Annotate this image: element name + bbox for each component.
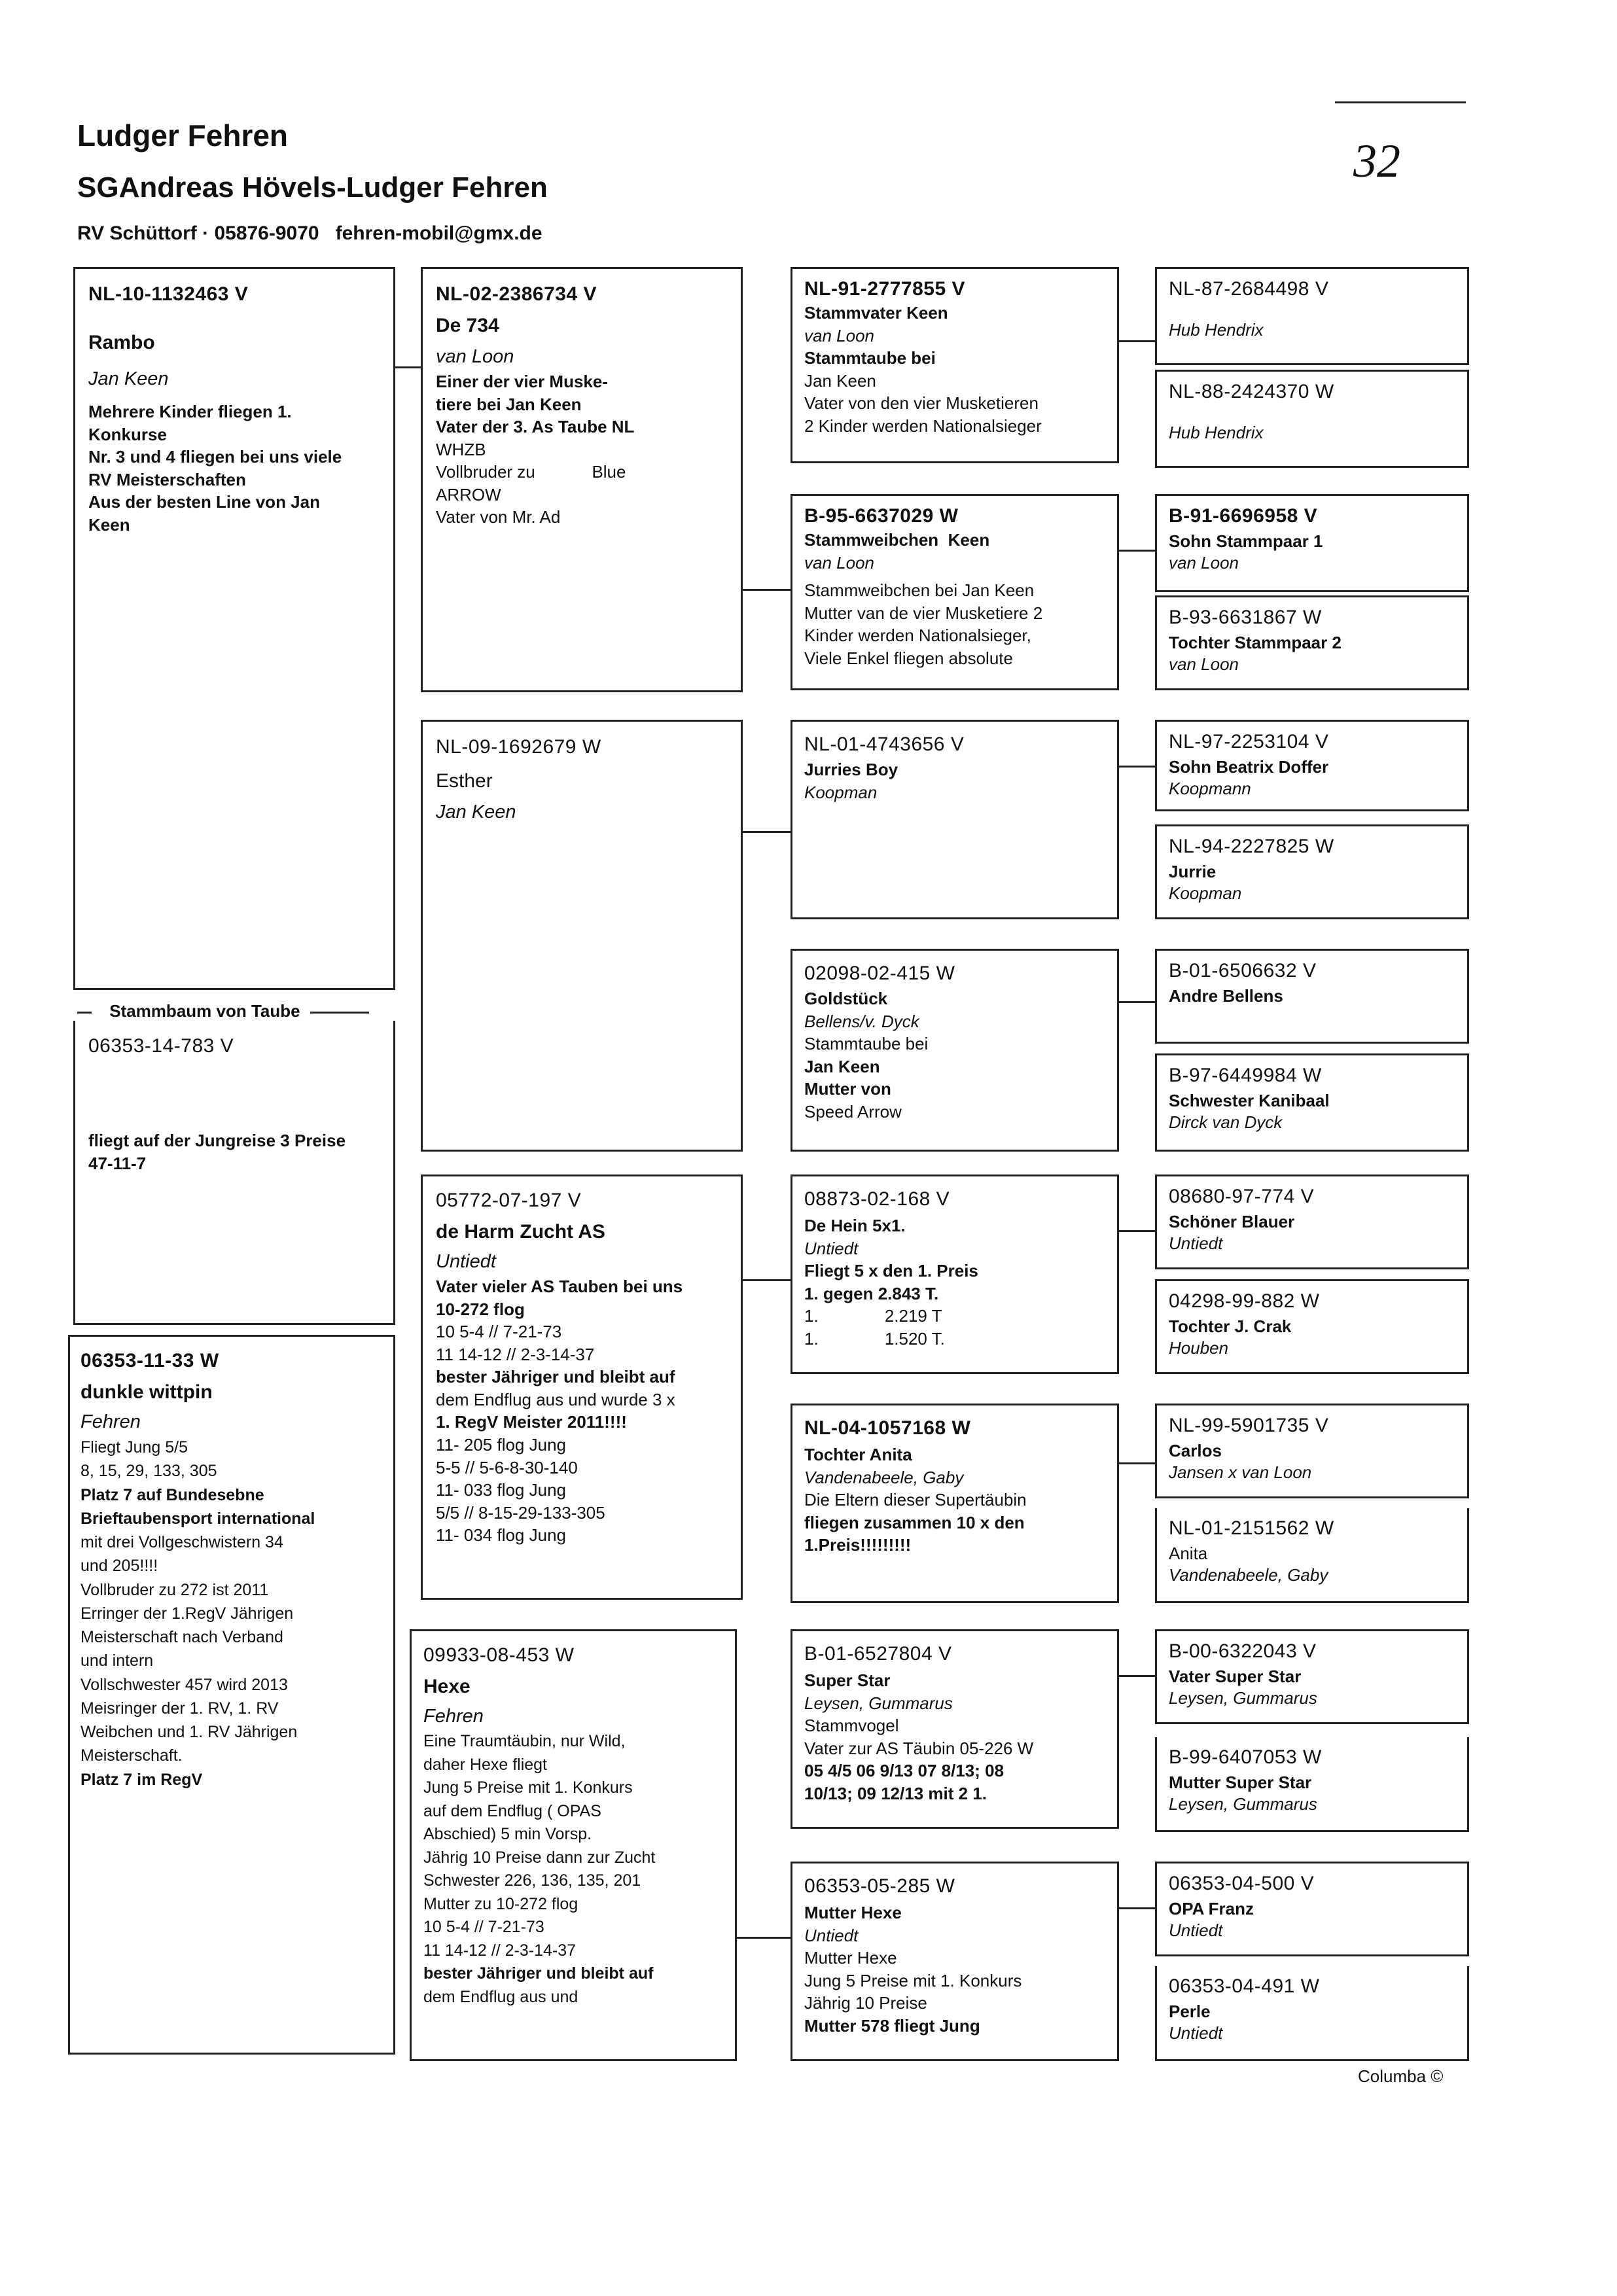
pigeon-name: Esther: [436, 770, 493, 792]
page-number: 32: [1353, 135, 1400, 187]
dam-ring-id: 06353-11-33 W: [80, 1350, 219, 1371]
pedigree-of-label: Stammbaum von Taube: [77, 1001, 391, 1021]
connector-line: [1119, 550, 1155, 552]
grandparent-card: [791, 1629, 1119, 1829]
great-grandparent-card: [1155, 1966, 1469, 2061]
connector-line: [1119, 1907, 1155, 1909]
note-line: daher Hexe fliegt: [423, 1755, 548, 1774]
pigeon-name: Super Star: [804, 1670, 891, 1690]
pedigree-of-notes: [88, 1129, 380, 1174]
parent-card-dam: [421, 720, 743, 1152]
note-line: Jährig 10 Preise: [804, 1993, 927, 2013]
note-line: Weibchen und 1. RV Jährigen: [80, 1723, 298, 1741]
note-line: 1. RegV Meister 2011!!!!: [436, 1412, 627, 1432]
dam-breeder: Fehren: [80, 1411, 141, 1432]
breeder: Leysen, Gummarus: [1169, 1793, 1317, 1814]
connector-line: [743, 589, 791, 591]
connector-line: [1119, 1001, 1155, 1003]
note-line: Meisringer der 1. RV, 1. RV: [80, 1699, 279, 1718]
note-line: Vater der 3. As Taube NL: [436, 417, 635, 437]
breeder: Dirck van Dyck: [1169, 1112, 1283, 1132]
subject-breeder: Jan Keen: [88, 368, 169, 389]
connector-line: [737, 1937, 791, 1939]
details: [804, 1901, 1105, 2037]
note-line: Platz 7 im RegV: [80, 1770, 203, 1789]
note-line: Stammtaube bei: [804, 348, 936, 368]
breeder: Hub Hendrix: [1169, 320, 1264, 340]
note-line: Speed Arrow: [804, 1101, 902, 1122]
note-line: dem Endflug aus und wurde 3 x: [436, 1389, 675, 1409]
ring-id: NL-87-2684498 V: [1169, 278, 1329, 300]
ring-id: 06353-05-285 W: [804, 1875, 955, 1897]
great-grandparent-card: [1155, 1279, 1469, 1374]
pigeon-name: Andre Bellens: [1169, 986, 1283, 1006]
note-line: 1. 1.520 T.: [804, 1328, 945, 1349]
ring-id: 09933-08-453 W: [423, 1644, 575, 1666]
pigeon-name: Sohn Stammpaar 1: [1169, 531, 1323, 551]
great-grandparent-card: [1155, 824, 1469, 919]
ring-id: 06353-04-500 V: [1169, 1873, 1315, 1894]
footer-brand: Columba ©: [1358, 2066, 1444, 2086]
great-grandparent-card: [1155, 1629, 1469, 1724]
ring-id: NL-99-5901735 V: [1169, 1415, 1329, 1436]
pedigree-of-ring-id: 06353-14-783 V: [88, 1035, 234, 1057]
note-line: Aus der besten Line von Jan: [88, 492, 320, 512]
breeder: Untiedt: [804, 1238, 859, 1258]
note-line: Jan Keen: [804, 370, 876, 391]
note-line: Vater zur AS Täubin 05-226 W: [804, 1738, 1034, 1758]
breeder-name: Ludger Fehren: [77, 118, 289, 152]
pigeon-name: Sohn Beatrix Doffer: [1169, 757, 1329, 777]
details: [804, 987, 1105, 1123]
note-line: ARROW: [436, 484, 501, 504]
pigeon-name: Tochter J. Crak: [1169, 1316, 1292, 1336]
note-line: Nr. 3 und 4 fliegen bei uns viele: [88, 447, 342, 467]
ring-id: B-01-6506632 V: [1169, 960, 1317, 981]
note-line: Konkurse: [88, 424, 167, 444]
note-line: Brieftaubensport international: [80, 1509, 315, 1528]
pigeon-name: Goldstück: [804, 989, 888, 1008]
note-line: Vater von Mr. Ad: [436, 507, 561, 527]
note-line: Die Eltern dieser Supertäubin: [804, 1490, 1027, 1510]
note-line: Fliegt Jung 5/5: [80, 1438, 188, 1457]
great-grandparent-card: [1155, 1737, 1469, 1832]
breeder: Untiedt: [1169, 2022, 1223, 2043]
great-grandparent-card: [1155, 1404, 1469, 1498]
note-line: Keen: [88, 514, 130, 535]
breeder: Bellens/v. Dyck: [804, 1011, 919, 1031]
grandparent-card: [791, 720, 1119, 919]
breeder: van Loon: [1169, 552, 1239, 573]
breeder: van Loon: [436, 346, 514, 367]
grandparent-card: [791, 494, 1119, 690]
note-line: 11 14-12 // 2-3-14-37: [436, 1344, 595, 1364]
breeder: Fehren: [423, 1706, 484, 1727]
note-line: Einer der vier Muske-: [436, 372, 608, 391]
great-grandparent-card: [1155, 267, 1469, 365]
note-line: 5/5 // 8-15-29-133-305: [436, 1502, 605, 1523]
note-line: WHZB: [436, 439, 486, 459]
pigeon-name: Hexe: [423, 1676, 471, 1697]
note-line: Jährig 10 Preise dann zur Zucht: [423, 1848, 656, 1867]
pigeon-name: De 734: [436, 315, 499, 336]
breeder: Untiedt: [804, 1925, 859, 1945]
breeder: Untiedt: [1169, 1233, 1223, 1253]
note-line: Vater vieler AS Tauben bei uns: [436, 1277, 683, 1296]
breeder: Houben: [1169, 1337, 1229, 1358]
note-line: bester Jähriger und bleibt auf: [423, 1964, 654, 1983]
note-line: 1. gegen 2.843 T.: [804, 1283, 939, 1303]
pigeon-name: Tochter Anita: [804, 1445, 912, 1464]
note-line: und intern: [80, 1651, 154, 1670]
breeder: Jansen x van Loon: [1169, 1462, 1312, 1482]
note-line: 2 Kinder werden Nationalsieger: [804, 415, 1042, 436]
breeder: van Loon: [804, 325, 874, 345]
breeder: Leysen, Gummarus: [804, 1693, 953, 1713]
pigeon-name: Vater Super Star: [1169, 1667, 1302, 1686]
ring-id: B-00-6322043 V: [1169, 1640, 1317, 1662]
pigeon-name: OPA Franz: [1169, 1899, 1254, 1918]
connector-line: [1119, 340, 1155, 342]
ring-id: NL-91-2777855 V: [804, 278, 965, 300]
breeder: Untiedt: [436, 1251, 496, 1272]
breeder: van Loon: [1169, 654, 1239, 674]
note-line: tiere bei Jan Keen: [436, 394, 582, 414]
pigeon-name: De Hein 5x1.: [804, 1216, 906, 1235]
note-line: Vollschwester 457 wird 2013: [80, 1675, 288, 1694]
ring-id: NL-04-1057168 W: [804, 1417, 971, 1439]
grandparent-card: [791, 949, 1119, 1152]
note-line: Platz 7 auf Bundesebne: [80, 1485, 264, 1504]
breeder: Koopman: [804, 782, 878, 802]
note-line: 10 5-4 // 7-21-73: [436, 1322, 562, 1342]
pigeon-name: Schöner Blauer: [1169, 1212, 1295, 1231]
subject-ring-id: NL-10-1132463 V: [88, 283, 249, 305]
ring-id: NL-97-2253104 V: [1169, 731, 1329, 752]
pigeon-name: Stammweibchen Keen: [804, 530, 990, 550]
note-line: fliegen zusammen 10 x den: [804, 1512, 1025, 1532]
note-line: Mutter Hexe: [804, 1948, 897, 1968]
subject-name: Rambo: [88, 332, 155, 353]
pigeon-name: Jurrie: [1169, 862, 1217, 881]
details: [804, 529, 1105, 669]
grandparent-card: [791, 267, 1119, 463]
ring-id: 02098-02-415 W: [804, 963, 955, 984]
breeder: Koopmann: [1169, 778, 1251, 798]
notes: [436, 1275, 728, 1547]
note-line: 11- 034 flog Jung: [436, 1525, 566, 1545]
note-line: Mehrere Kinder fliegen 1.: [88, 402, 292, 421]
ring-id: 08680-97-774 V: [1169, 1186, 1315, 1207]
great-grandparent-card: [1155, 595, 1469, 690]
ring-id: 05772-07-197 V: [436, 1190, 582, 1211]
breeder: van Loon: [804, 552, 874, 573]
breeder: Untiedt: [1169, 1920, 1223, 1940]
pigeon-name: Tochter Stammpaar 2: [1169, 633, 1342, 652]
breeder: Vandenabeele, Gaby: [804, 1467, 964, 1487]
great-grandparent-card: [1155, 1508, 1469, 1603]
details: [804, 302, 1105, 437]
note-line: Fliegt 5 x den 1. Preis: [804, 1261, 978, 1281]
parent-card-dam-2: [410, 1629, 737, 2061]
connector-line: [1119, 1462, 1155, 1464]
breeder: Hub Hendrix: [1169, 423, 1264, 442]
contact-line: RV Schüttorf · 05876-9070 fehren-mobil@gmx.de: [77, 222, 542, 244]
parent-card-sire: [421, 267, 743, 692]
note-line: 5-5 // 5-6-8-30-140: [436, 1457, 578, 1477]
ring-id: 08873-02-168 V: [804, 1188, 950, 1210]
pigeon-name: Mutter Hexe: [804, 1903, 902, 1922]
note-line: Mutter 578 fliegt Jung: [804, 2015, 980, 2036]
note-line: Erringer der 1.RegV Jährigen: [80, 1604, 294, 1623]
great-grandparent-card: [1155, 1174, 1469, 1269]
note-line: Mutter van de vier Musketiere 2: [804, 603, 1043, 623]
notes: [436, 370, 728, 529]
note-line: und 205!!!!: [80, 1557, 158, 1576]
note-line: 1. 2.219 T: [804, 1306, 942, 1326]
note-line: 11- 205 flog Jung: [436, 1435, 566, 1455]
note-line: 11 14-12 // 2-3-14-37: [423, 1941, 577, 1960]
ring-id: B-97-6449984 W: [1169, 1065, 1322, 1086]
great-grandparent-card: [1155, 720, 1469, 811]
note-line: Mutter von: [804, 1079, 891, 1099]
note-line: Schwester 226, 136, 135, 201: [423, 1871, 641, 1890]
breeder: Koopman: [1169, 883, 1242, 903]
great-grandparent-card: [1155, 494, 1469, 592]
note-line: Viele Enkel fliegen absolute: [804, 648, 1013, 668]
note-line: 10/13; 09 12/13 mit 2 1.: [804, 1783, 987, 1803]
ring-id: 04298-99-882 W: [1169, 1290, 1320, 1312]
ring-id: B-91-6696958 V: [1169, 505, 1318, 527]
connector-line: [1119, 766, 1155, 768]
note-line: Jan Keen: [804, 1056, 880, 1076]
parent-card-sire-2: [421, 1174, 743, 1600]
syndicate-name: SGAndreas Hövels-Ludger Fehren: [77, 171, 548, 203]
ring-id: NL-02-2386734 V: [436, 283, 597, 305]
note-line: Vollbruder zu 272 ist 2011: [80, 1580, 269, 1599]
connector-line: [743, 1279, 791, 1281]
details: [804, 758, 1105, 804]
ring-id: B-01-6527804 V: [804, 1643, 952, 1665]
note-line: Jung 5 Preise mit 1. Konkurs: [423, 1778, 633, 1797]
ring-id: NL-88-2424370 W: [1169, 381, 1334, 402]
note-line: Vollbruder zu Blue: [436, 462, 626, 482]
pigeon-name: Carlos: [1169, 1441, 1222, 1460]
details: [804, 1443, 1105, 1557]
note-line: 10 5-4 // 7-21-73: [423, 1918, 544, 1936]
connector-line: [1119, 1230, 1155, 1232]
connector-line: [395, 366, 421, 368]
note-line: Jung 5 Preise mit 1. Konkurs: [804, 1970, 1022, 1990]
note-line: 1.Preis!!!!!!!!!: [804, 1535, 912, 1555]
connector-line: [743, 831, 791, 833]
note-line: 10-272 flog: [436, 1299, 525, 1319]
note-line: Kinder werden Nationalsieger,: [804, 626, 1031, 646]
dam-name: dunkle wittpin: [80, 1381, 213, 1403]
note-line: mit drei Vollgeschwistern 34: [80, 1533, 283, 1551]
ring-id: B-95-6637029 W: [804, 505, 959, 527]
ring-id: NL-94-2227825 W: [1169, 836, 1334, 857]
notes: [423, 1730, 723, 2009]
breeder: Vandenabeele, Gaby: [1169, 1564, 1328, 1585]
note-line: fliegt auf der Jungreise 3 Preise: [88, 1131, 346, 1150]
ring-id: NL-01-4743656 V: [804, 733, 965, 755]
note-line: bester Jähriger und bleibt auf: [436, 1367, 675, 1387]
ring-id: 06353-04-491 W: [1169, 1975, 1320, 1997]
note-line: Stammvogel: [804, 1716, 899, 1736]
subject-notes: [88, 400, 380, 536]
great-grandparent-card: [1155, 370, 1469, 468]
ring-id: B-99-6407053 W: [1169, 1746, 1322, 1768]
note-line: RV Meisterschaften: [88, 469, 246, 489]
note-line: Abschied) 5 min Vorsp.: [423, 1825, 592, 1843]
note-line: dem Endflug aus und: [423, 1987, 578, 2006]
note-line: Meisterschaft.: [80, 1746, 183, 1765]
great-grandparent-card: [1155, 949, 1469, 1044]
note-line: 47-11-7: [88, 1153, 147, 1173]
pigeon-name: Stammvater Keen: [804, 303, 948, 323]
note-line: Meisterschaft nach Verband: [80, 1628, 283, 1646]
pigeon-name: de Harm Zucht AS: [436, 1221, 605, 1243]
great-grandparent-card: [1155, 1053, 1469, 1152]
connector-line: [1119, 1675, 1155, 1677]
grandparent-card: [791, 1862, 1119, 2061]
note-line: 8, 15, 29, 133, 305: [80, 1462, 217, 1481]
dam-card: [68, 1335, 395, 2055]
ring-id: NL-01-2151562 W: [1169, 1517, 1334, 1539]
pigeon-name: Schwester Kanibaal: [1169, 1091, 1330, 1110]
pigeon-name: Jurries Boy: [804, 760, 898, 779]
breeder: Leysen, Gummarus: [1169, 1687, 1317, 1708]
note-line: auf dem Endflug ( OPAS: [423, 1801, 601, 1820]
breeder: Jan Keen: [436, 802, 516, 822]
ring-id: B-93-6631867 W: [1169, 607, 1322, 628]
pigeon-name: Mutter Super Star: [1169, 1773, 1312, 1792]
ring-id: NL-09-1692679 W: [436, 736, 601, 758]
note-line: Stammweibchen bei Jan Keen: [804, 580, 1035, 601]
dam-notes: [80, 1436, 383, 1792]
pedigree-of-card: [73, 1021, 395, 1325]
great-grandparent-card: [1155, 1862, 1469, 1956]
note-line: Mutter zu 10-272 flog: [423, 1894, 578, 1913]
subject-card: [73, 267, 395, 990]
note-line: 11- 033 flog Jung: [436, 1480, 566, 1500]
details: [804, 1669, 1105, 1805]
details: [804, 1214, 1105, 1350]
note-line: Stammtaube bei: [804, 1034, 929, 1054]
note-line: Eine Traumtäubin, nur Wild,: [423, 1732, 626, 1750]
pigeon-name: Anita: [1169, 1544, 1208, 1563]
pigeon-name: Perle: [1169, 2002, 1211, 2021]
grandparent-card: [791, 1404, 1119, 1603]
grandparent-card: [791, 1174, 1119, 1374]
note-line: 05 4/5 06 9/13 07 8/13; 08: [804, 1761, 1004, 1781]
scan-mark: [1335, 101, 1466, 103]
note-line: Vater von den vier Musketieren: [804, 393, 1039, 414]
